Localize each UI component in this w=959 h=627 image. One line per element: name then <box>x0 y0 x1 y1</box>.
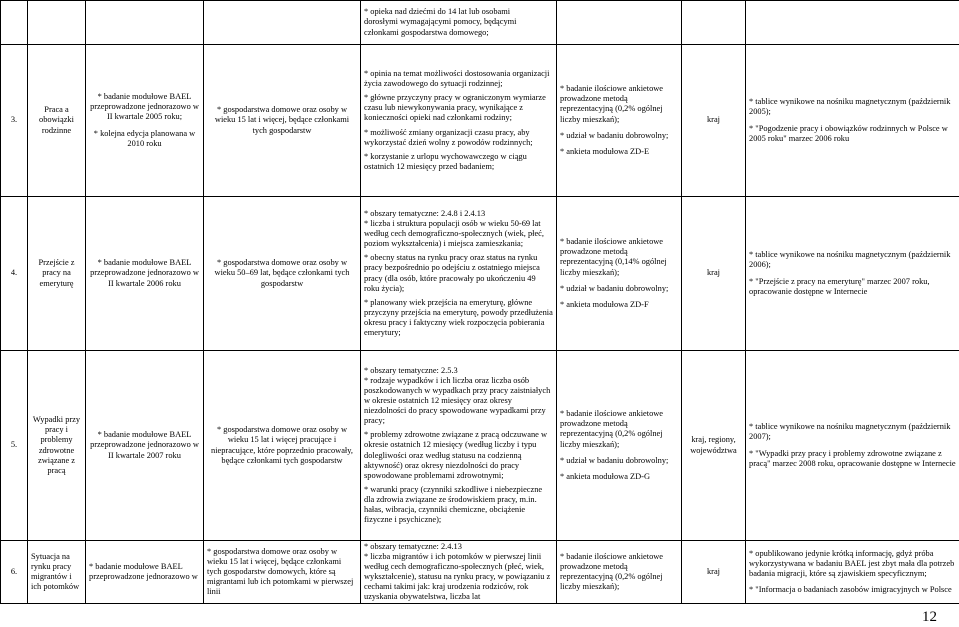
survey-source <box>86 351 204 541</box>
population-cell: * gospodarstwa domowe oraz osoby w wieku 15 lat i więcej, będące członkami tych gospodarstw <box>204 45 361 197</box>
topic-line: * główne przyczyny pracy w ograniczonym wymiarze czasu lub niewykonywania pracy, wynikające z konieczności opieki nad członkami rodziny; <box>364 93 546 123</box>
topics-cell <box>361 45 557 197</box>
row-number: 5. <box>1 351 28 541</box>
method-line: * badanie ilościowe ankietowe prowadzone metodą reprezentacyjną (0,14% ogólnej liczby mieszkań); <box>560 237 667 277</box>
publication-line: * opublikowano jedynie krótką informację, gdyż próba wykorzystywana w badaniu BAEL jest zbyt mała dla potrzeb badania migracji, które są zjawiskiem specyficznym; <box>749 549 955 579</box>
table-row <box>1 197 959 351</box>
survey-name: Praca a obowiązki rodzinne <box>28 45 86 197</box>
population-cell: * gospodarstwa domowe oraz osoby w wieku 15 lat i więcej, będące członkami tych gospodarstw domowych, które są migrantami lub ich potomkami w pierwszej linii <box>204 541 361 604</box>
topic-line: * warunki pracy (czynniki szkodliwe i niebezpieczne dla zdrowia związane ze środowiskiem pracy, m.in. hałas, wibracja, czynniki chemiczne, obciążenie fizyczne i psychiczne); <box>364 484 543 524</box>
method-cell <box>557 541 682 604</box>
source-line: * badanie modułowe BAEL przeprowadzone jednorazowo w II kwartale 2005 roku; <box>90 92 199 122</box>
publication-line: * tablice wynikowe na nośniku magnetycznym (październik 2006); <box>749 250 951 270</box>
publication-cell <box>746 45 959 197</box>
table-row <box>1 45 959 197</box>
publication-cell <box>746 541 959 604</box>
survey-source <box>86 197 204 351</box>
survey-source <box>86 45 204 197</box>
row-number: 6. <box>1 541 28 604</box>
survey-name: Sytuacja na rynku pracy migrantów i ich potomków <box>28 541 86 604</box>
publication-cell <box>746 351 959 541</box>
topics-continuation <box>361 1 557 45</box>
publication-line: * tablice wynikowe na nośniku magnetycznym (październik 2005); <box>749 97 951 117</box>
method-line: * badanie ilościowe ankietowe prowadzone metodą reprezentacyjną (0,2% ogólnej liczby mieszkań); <box>560 552 664 592</box>
row-number: 3. <box>1 45 28 197</box>
level-cell: kraj, regiony, województwa <box>682 351 746 541</box>
survey-name: Przejście z pracy na emeryturę <box>28 197 86 351</box>
publication-line: * "Wypadki przy pracy i problemy zdrowotne związane z pracą" marzec 2008 roku, opracowanie dostępne w Internecie <box>749 448 956 468</box>
publication-cell <box>746 197 959 351</box>
source-line: * kolejna edycja planowana w 2010 roku <box>93 128 196 148</box>
survey-source <box>86 541 204 604</box>
method-line: * udział w badaniu dobrowolny; <box>560 130 669 140</box>
top-note-line: członkami gospodarstwa domowego; <box>364 27 489 37</box>
topic-line: * obszary tematyczne: 2.4.8 i 2.4.13 <box>364 209 486 219</box>
level-cell: kraj <box>682 45 746 197</box>
table-row <box>1 541 959 604</box>
source-line: * badanie modułowe BAEL przeprowadzone jednorazowo w II kwartale 2006 roku <box>90 258 199 288</box>
topics-cell <box>361 541 557 604</box>
publication-line: * "Przejście z pracy na emeryturę" marzec 2007 roku, opracowanie dostępne w Internecie <box>749 276 930 296</box>
top-note-line: * opieka nad dziećmi do 14 lat lub osobami <box>364 7 511 17</box>
table-row-continuation <box>1 1 959 45</box>
level-cell: kraj <box>682 541 746 604</box>
method-line: * ankieta modułowa ZD-E <box>560 146 650 156</box>
source-line: * badanie modułowe BAEL przeprowadzone jednorazowo w II kwartale 2007 roku <box>90 430 199 460</box>
method-line: * udział w badaniu dobrowolny; <box>560 455 669 465</box>
topic-line: * planowany wiek przejścia na emeryturę, główne przyczyny przejścia na emeryturę, powody przedłużenia okresu pracy i faktyczny wiek rozpoczęcia pobierania emerytury; <box>364 297 553 337</box>
topic-line: * rodzaje wypadków i ich liczba oraz liczba osób poszkodowanych w wypadkach przy pracy zaistniałych w okresie ostatnich 12 miesięcy oraz okresy niezdolności do pracy spowodowane wypadkami przy pracy; <box>364 375 551 426</box>
topic-line: * obszary tematyczne: 2.4.13 <box>364 542 462 551</box>
topic-line: * liczba i struktura populacji osób w wieku 50-69 lat według cech demograficzno-społecznych (wiek, płeć, poziom wykształcenia) i miejsca zamieszkania; <box>364 219 544 249</box>
page-number: 12 <box>922 609 937 625</box>
method-line: * udział w badaniu dobrowolny; <box>560 283 669 293</box>
topic-line: * obszary tematyczne: 2.5.3 <box>364 365 458 375</box>
source-line: * badanie modułowe BAEL przeprowadzone jednorazowo w <box>89 562 198 582</box>
survey-name: Wypadki przy pracy i problemy zdrowotne związane z pracą <box>28 351 86 541</box>
publication-line: * "Informacja o badaniach zasobów imigracyjnych w Polsce <box>749 585 952 595</box>
topics-cell <box>361 351 557 541</box>
method-cell <box>557 197 682 351</box>
method-cell <box>557 45 682 197</box>
method-line: * badanie ilościowe ankietowe prowadzone metodą reprezentacyjną (0,2% ogólnej liczby mieszkań); <box>560 409 664 449</box>
topic-line: * możliwość zmiany organizacji czasu pracy, aby wykorzystać dzień wolny z powodów rodzinnych; <box>364 127 533 147</box>
publication-line: * "Pogodzenie pracy i obowiązków rodzinnych w Polsce w 2005 roku" marzec 2006 roku <box>749 123 948 143</box>
topics-cell <box>361 197 557 351</box>
topic-line: * problemy zdrowotne związane z pracą odczuwane w okresie ostatnich 12 miesięcy (według liczby i typu dolegliwości oraz według statusu na codzienną aktywność) oraz okresy niezdolności do pracy spowodowane problemami zdrowotnymi; <box>364 430 547 480</box>
top-note-line: dorosłymi wymagającymi pomocy, będącymi <box>364 17 517 27</box>
topic-line: * opinia na temat możliwości dostosowania organizacji życia zawodowego do sytuacji rodzinnej; <box>364 69 550 89</box>
topic-line: * korzystanie z urlopu wychowawczego w ciągu ostatnich 12 miesięcy przed badaniem; <box>364 151 527 171</box>
row-number: 4. <box>1 197 28 351</box>
method-line: * ankieta modułowa ZD-F <box>560 299 649 309</box>
population-cell: * gospodarstwa domowe oraz osoby w wieku 15 lat i więcej pracujące i niepracujące, które poprzednio pracowały, będące członkami tych gospodarstw <box>204 351 361 541</box>
method-cell <box>557 351 682 541</box>
topic-line: * liczba migrantów i ich potomków w pierwszej linii według cech demograficzno-społecznych (płeć, wiek, wykształcenie), statusu na rynku pracy, w powiązaniu z cechami takimi jak: kraj urodzenia rodziców, rok uzyskania obywatelstwa, liczba lat <box>364 552 551 602</box>
method-line: * ankieta modułowa ZD-G <box>560 471 651 481</box>
topic-line: * obecny status na rynku pracy oraz status na rynku pracy bezpośrednio po odejściu z ostatniego miejsca pracy (dla osób, które pracowały po ukończeniu 49 roku życia); <box>364 253 540 293</box>
population-cell: * gospodarstwa domowe oraz osoby w wieku 50–69 lat, będące członkami tych gospodarstw <box>204 197 361 351</box>
table-row <box>1 351 959 541</box>
method-line: * badanie ilościowe ankietowe prowadzone metodą reprezentacyjną (0,2% ogólnej liczby mieszkań); <box>560 84 664 124</box>
level-cell: kraj <box>682 197 746 351</box>
publication-line: * tablice wynikowe na nośniku magnetycznym (październik 2007); <box>749 422 951 442</box>
